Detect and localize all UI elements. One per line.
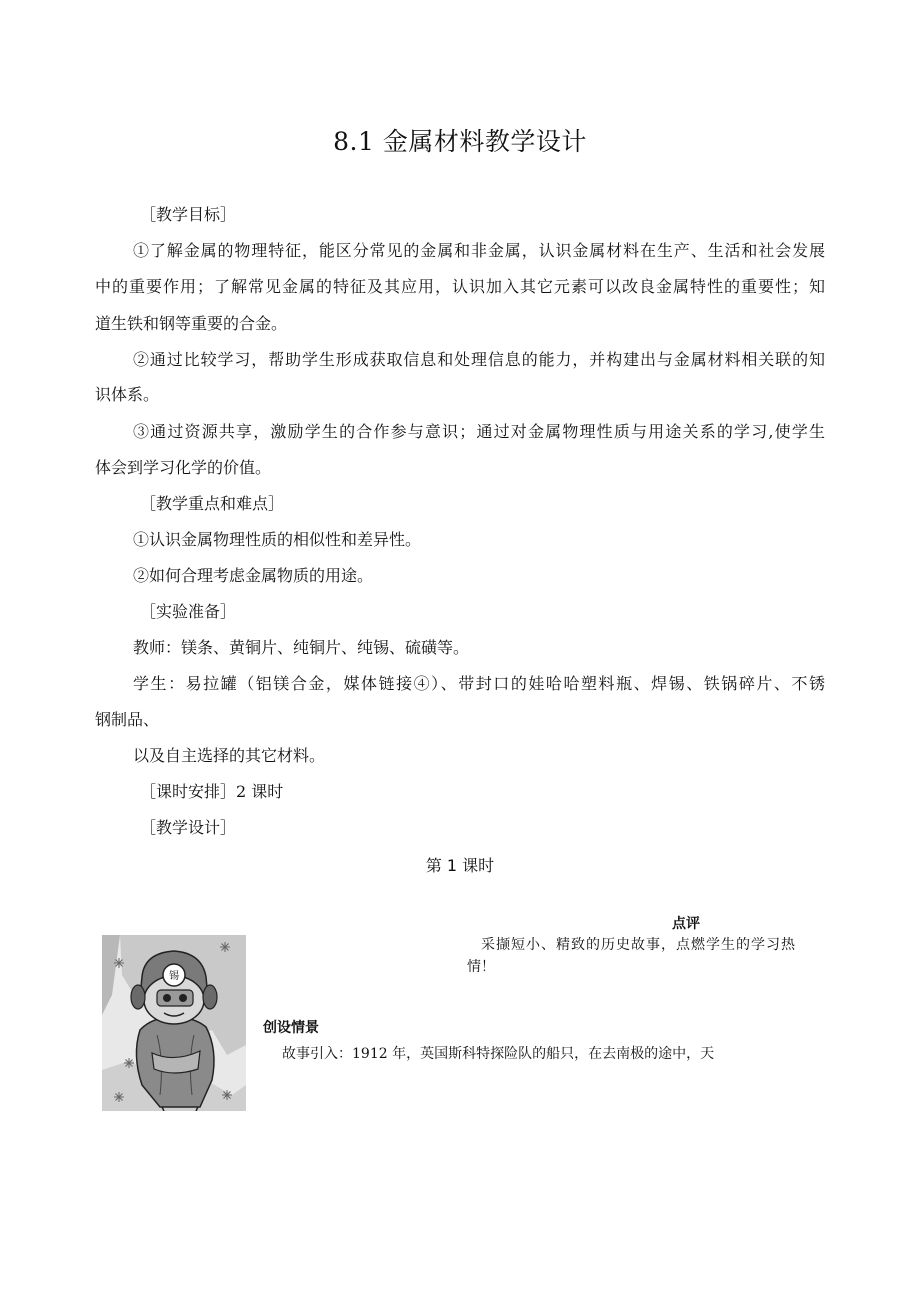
objective-3-line-1: ③通过资源共享，激励学生的合作参与意识；通过对金属物理性质与用途关系的学习,使学生 bbox=[133, 422, 825, 441]
objective-2-line-2: 识体系。 bbox=[95, 385, 160, 404]
prep-student-line-2: 钢制品、 bbox=[95, 710, 160, 729]
story-intro-text: 故事引入：1912 年，英国斯科特探险队的船只，在去南极的途中，天 bbox=[282, 1046, 715, 1062]
objective-1-line-2: 中的重要作用；了解常见金属的特征及其应用，认识加入其它元素可以改良金属特性的重要性；知 bbox=[95, 277, 825, 296]
explorer-cartoon-illustration bbox=[102, 935, 246, 1111]
objective-3-line-2: 体会到学习化学的价值。 bbox=[95, 458, 272, 477]
figure-badge-text: 锡 bbox=[169, 971, 179, 982]
schedule-line: ［课时安排］2 课时 bbox=[140, 782, 284, 801]
keypoints-heading: ［教学重点和难点］ bbox=[140, 494, 285, 513]
lesson-title: 第 1 课时 bbox=[425, 856, 495, 875]
keypoint-2: ②如何合理考虑金属物质的用途。 bbox=[133, 566, 374, 585]
objectives-heading: ［教学目标］ bbox=[140, 205, 237, 224]
sidebar-note-line-2: 情！ bbox=[467, 959, 495, 975]
explorer-cartoon-image bbox=[102, 935, 246, 1111]
prep-heading: ［实验准备］ bbox=[140, 602, 237, 621]
document-title: 8.1 金属材料教学设计 bbox=[333, 127, 587, 156]
objective-1-line-1: ①了解金属的物理特征，能区分常见的金属和非金属，认识金属材料在生产、生活和社会发展 bbox=[133, 241, 825, 260]
keypoint-1: ①认识金属物理性质的相似性和差异性。 bbox=[133, 530, 422, 549]
objective-1-line-3: 道生铁和钢等重要的合金。 bbox=[95, 314, 288, 333]
design-heading: ［教学设计］ bbox=[140, 818, 237, 837]
sidebar-note-heading: 点评 bbox=[672, 916, 700, 932]
sidebar-note-line-1: 采撷短小、精致的历史故事，点燃学生的学习热 bbox=[481, 937, 796, 953]
objective-2-line-1: ②通过比较学习，帮助学生形成获取信息和处理信息的能力，并构建出与金属材料相关联的知 bbox=[133, 350, 825, 369]
prep-student-line-3: 以及自主选择的其它材料。 bbox=[133, 746, 326, 765]
prep-teacher: 教师：镁条、黄铜片、纯铜片、纯锡、硫磺等。 bbox=[133, 638, 470, 657]
story-heading: 创设情景 bbox=[263, 1020, 319, 1036]
prep-student-line-1: 学生：易拉罐（铝镁合金，媒体链接④）、带封口的娃哈哈塑料瓶、焊锡、铁锅碎片、不锈 bbox=[133, 674, 825, 693]
